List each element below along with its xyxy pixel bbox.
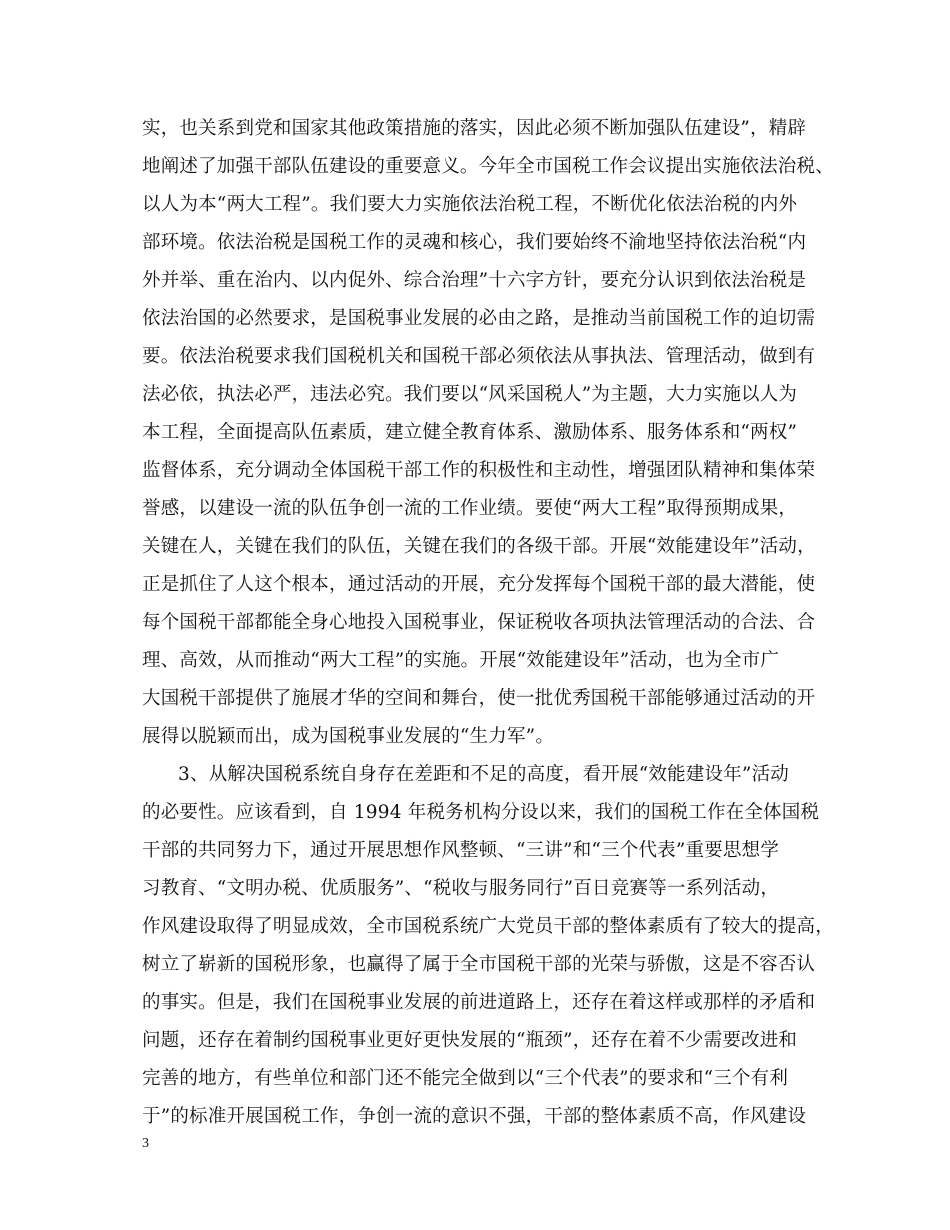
- text-line: 完善的地方，有些单位和部门还不能完全做到以“三个代表”的要求和“三个有利: [142, 1068, 789, 1089]
- document-body: [142, 110, 834, 1136]
- text-line: 依法治国的必然要求，是国税事业发展的必由之路，是推动当前国税工作的迫切需: [142, 308, 816, 329]
- text-line: 树立了崭新的国税形象，也赢得了属于全市国税干部的光荣与骄傲，这是不容否认: [142, 954, 816, 975]
- paragraph-1: [142, 110, 834, 756]
- text-line: 以人为本“两大工程”。我们要大力实施依法治税工程，不断优化依法治税的内外: [142, 194, 798, 215]
- text-line: 干部的共同努力下，通过开展思想作风整顿、“三讲”和“三个代表”重要思想学: [142, 840, 780, 861]
- text-line: 问题，还存在着制约国税事业更好更快发展的“瓶颈”，还存在着不少需要改进和: [142, 1030, 798, 1051]
- text-line: 的事实。但是，我们在国税事业发展的前进道路上，还存在着这样或那样的矛盾和: [142, 992, 816, 1013]
- text-line: 理、高效，从而推动“两大工程”的实施。开展“效能建设年”活动，也为全市广: [142, 650, 780, 671]
- text-line: 的必要性。应该看到，自 1994 年税务机构分设以来，我们的国税工作在全体国税: [142, 802, 820, 823]
- text-line: 部环境。依法治税是国税工作的灵魂和核心，我们要始终不渝地坚持依法治税“内: [142, 232, 807, 253]
- text-line: 正是抓住了人这个根本，通过活动的开展，充分发挥每个国税干部的最大潜能，使: [142, 574, 816, 595]
- text-line: 习教育、“文明办税、优质服务”、“税收与服务同行”百日竞赛等一系列活动，: [142, 878, 780, 899]
- paragraph-2: [142, 756, 834, 1136]
- text-line: 本工程，全面提高队伍素质，建立健全教育体系、激励体系、服务体系和“两权”: [142, 422, 798, 443]
- page-number: 3: [142, 1136, 149, 1151]
- text-line: 展得以脱颖而出，成为国税事业发展的“生力军”。: [142, 726, 555, 747]
- text-line: 监督体系，充分调动全体国税干部工作的积极性和主动性，增强团队精神和集体荣: [142, 460, 816, 481]
- text-line: 要。依法治税要求我们国税机关和国税干部必须依法从事执法、管理活动，做到有: [142, 346, 816, 367]
- text-line: 实，也关系到党和国家其他政策措施的落实，因此必须不断加强队伍建设”，精辟: [142, 118, 807, 139]
- text-line: 作风建设取得了明显成效，全市国税系统广大党员干部的整体素质有了较大的提高，: [142, 916, 834, 937]
- text-line: 关键在人，关键在我们的队伍，关键在我们的各级干部。开展“效能建设年”活动，: [142, 536, 816, 557]
- text-line: 于”的标准开展国税工作，争创一流的意识不强，干部的整体素质不高，作风建设: [142, 1106, 807, 1127]
- text-line: 法必依，执法必严，违法必究。我们要以“风采国税人”为主题，大力实施以人为: [142, 384, 798, 405]
- text-line: 每个国税干部都能全身心地投入国税事业，保证税收各项执法管理活动的合法、合: [142, 612, 816, 633]
- text-line: 外并举、重在治内、以内促外、综合治理”十六字方针，要充分认识到依法治税是: [142, 270, 807, 291]
- text-line-first: 3、从解决国税系统自身存在差距和不足的高度，看开展“效能建设年”活动: [178, 764, 789, 785]
- text-line: 地阐述了加强干部队伍建设的重要意义。今年全市国税工作会议提出实施依法治税、: [142, 156, 834, 177]
- text-line: 大国税干部提供了施展才华的空间和舞台，使一批优秀国税干部能够通过活动的开: [142, 688, 816, 709]
- text-line: 誉感，以建设一流的队伍争创一流的工作业绩。要使“两大工程”取得预期成果，: [142, 498, 798, 519]
